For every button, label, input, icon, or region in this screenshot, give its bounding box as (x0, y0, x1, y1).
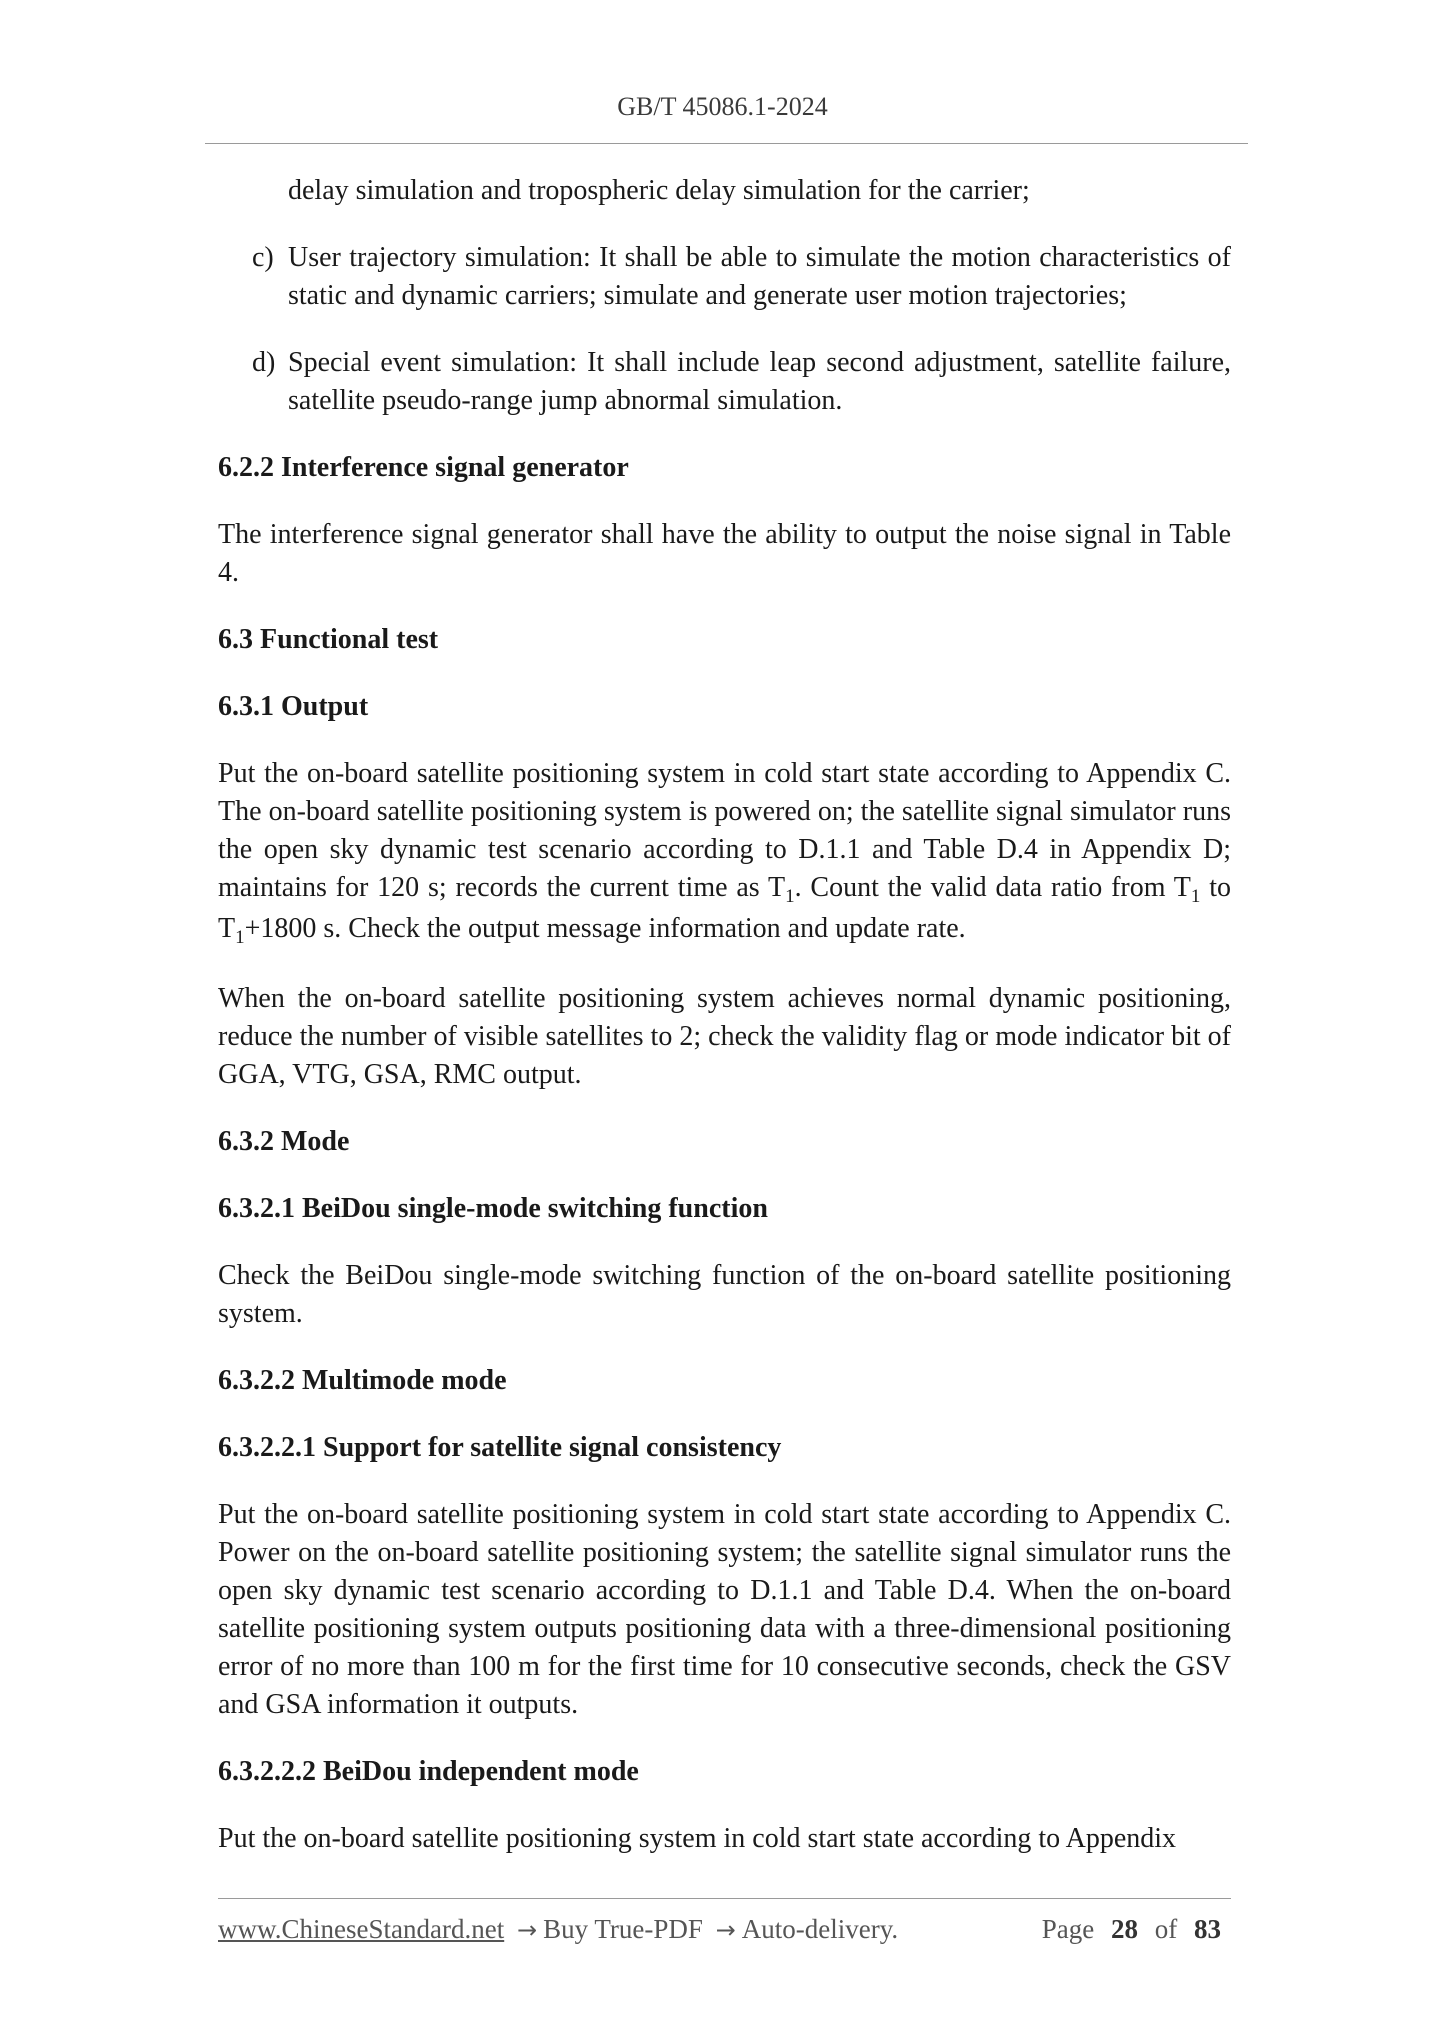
heading-6-3: 6.3 Functional test (218, 624, 439, 655)
buy-text: Buy True-PDF (543, 1914, 703, 1944)
page-footer (218, 1914, 1231, 1954)
paragraph-6-3-1-a (218, 755, 1231, 951)
heading-6-2-2: 6.2.2 Interference signal generator (218, 452, 629, 483)
heading-6-3-2-1: 6.3.2.1 BeiDou single-mode switching function (218, 1193, 768, 1224)
list-text-d: Special event simulation: It shall include leap second adjustment, satellite failure, satellite pseudo-range jump abnormal simulation. (288, 347, 1231, 416)
text-segment: Put the on-board satellite positioning system in cold start state according to Appendix C. The on-board satellite positioning system is powered on; the satellite signal simulator runs the open sky dynamic test scenario according to D.1.1 and Table D.4 in Appendix D; maintains for 120 s; records the current time as T (218, 758, 1231, 903)
page-of: of (1154, 1914, 1178, 1944)
list-text-c: User trajectory simulation: It shall be able to simulate the motion characteristics of static and dynamic carriers; simulate and generate user motion trajectories; (288, 242, 1231, 311)
heading-6-3-2-2: 6.3.2.2 Multimode mode (218, 1365, 507, 1396)
page-number (1042, 1914, 1231, 1954)
arrow-right-icon: → (715, 1916, 736, 1944)
list-marker-d: d) (252, 347, 276, 378)
paragraph-6-3-2-2-1: Put the on-board satellite positioning system in cold start state according to Appendix C. Power on the on-board satellite positioning system; the satellite signal simulator runs the open sky dynamic test scenario according to D.1.1 and Table D.4. When the on-board satellite positioning system outputs positioning data with a three-dimensional positioning error of no more than 100 m for the first time for 10 consecutive seconds, check the GSV and GSA information it outputs. (218, 1499, 1231, 1720)
subscript: 1 (1190, 886, 1201, 907)
header-divider (205, 143, 1248, 144)
footer-promo (218, 1914, 898, 1954)
text-segment: . Count the valid data ratio from T (794, 872, 1191, 903)
list-item-d (252, 344, 1231, 420)
website-link[interactable]: www.ChineseStandard.net (218, 1914, 505, 1944)
subscript: 1 (235, 927, 245, 948)
continuation-text: delay simulation and tropospheric delay simulation for the carrier; (288, 175, 1030, 206)
footer-divider (218, 1898, 1231, 1899)
arrow-right-icon: → (516, 1916, 538, 1944)
page-label: Page (1041, 1914, 1095, 1944)
paragraph-6-2-2: The interference signal generator shall have the ability to output the noise signal in Table 4. (218, 519, 1231, 588)
list-marker-c: c) (252, 242, 274, 273)
subscript: 1 (785, 886, 795, 907)
heading-6-3-2-2-2: 6.3.2.2.2 BeiDou independent mode (218, 1756, 639, 1787)
heading-6-3-2: 6.3.2 Mode (218, 1126, 350, 1157)
page-body (218, 172, 1231, 1887)
heading-6-3-1: 6.3.1 Output (218, 691, 369, 722)
text-segment: +1800 s. Check the output message information and update rate. (244, 913, 966, 944)
text-segment: to T (218, 872, 1231, 944)
delivery-text: Auto-delivery. (741, 1914, 899, 1944)
paragraph-6-3-1-b: When the on-board satellite positioning system achieves normal dynamic positioning, reduce the number of visible satellites to 2; check the validity flag or mode indicator bit of GGA, VTG, GSA, RMC output. (218, 983, 1231, 1090)
list-item-c (252, 239, 1231, 315)
document-header: GB/T 45086.1-2024 (617, 92, 828, 121)
page-current: 28 (1111, 1914, 1138, 1944)
heading-6-3-2-2-1: 6.3.2.2.1 Support for satellite signal consistency (218, 1432, 782, 1463)
page-total: 83 (1194, 1914, 1221, 1944)
paragraph-6-3-2-2-2: Put the on-board satellite positioning system in cold start state according to Appendix (218, 1823, 1177, 1854)
paragraph-6-3-2-1: Check the BeiDou single-mode switching function of the on-board satellite positioning system. (218, 1260, 1231, 1329)
